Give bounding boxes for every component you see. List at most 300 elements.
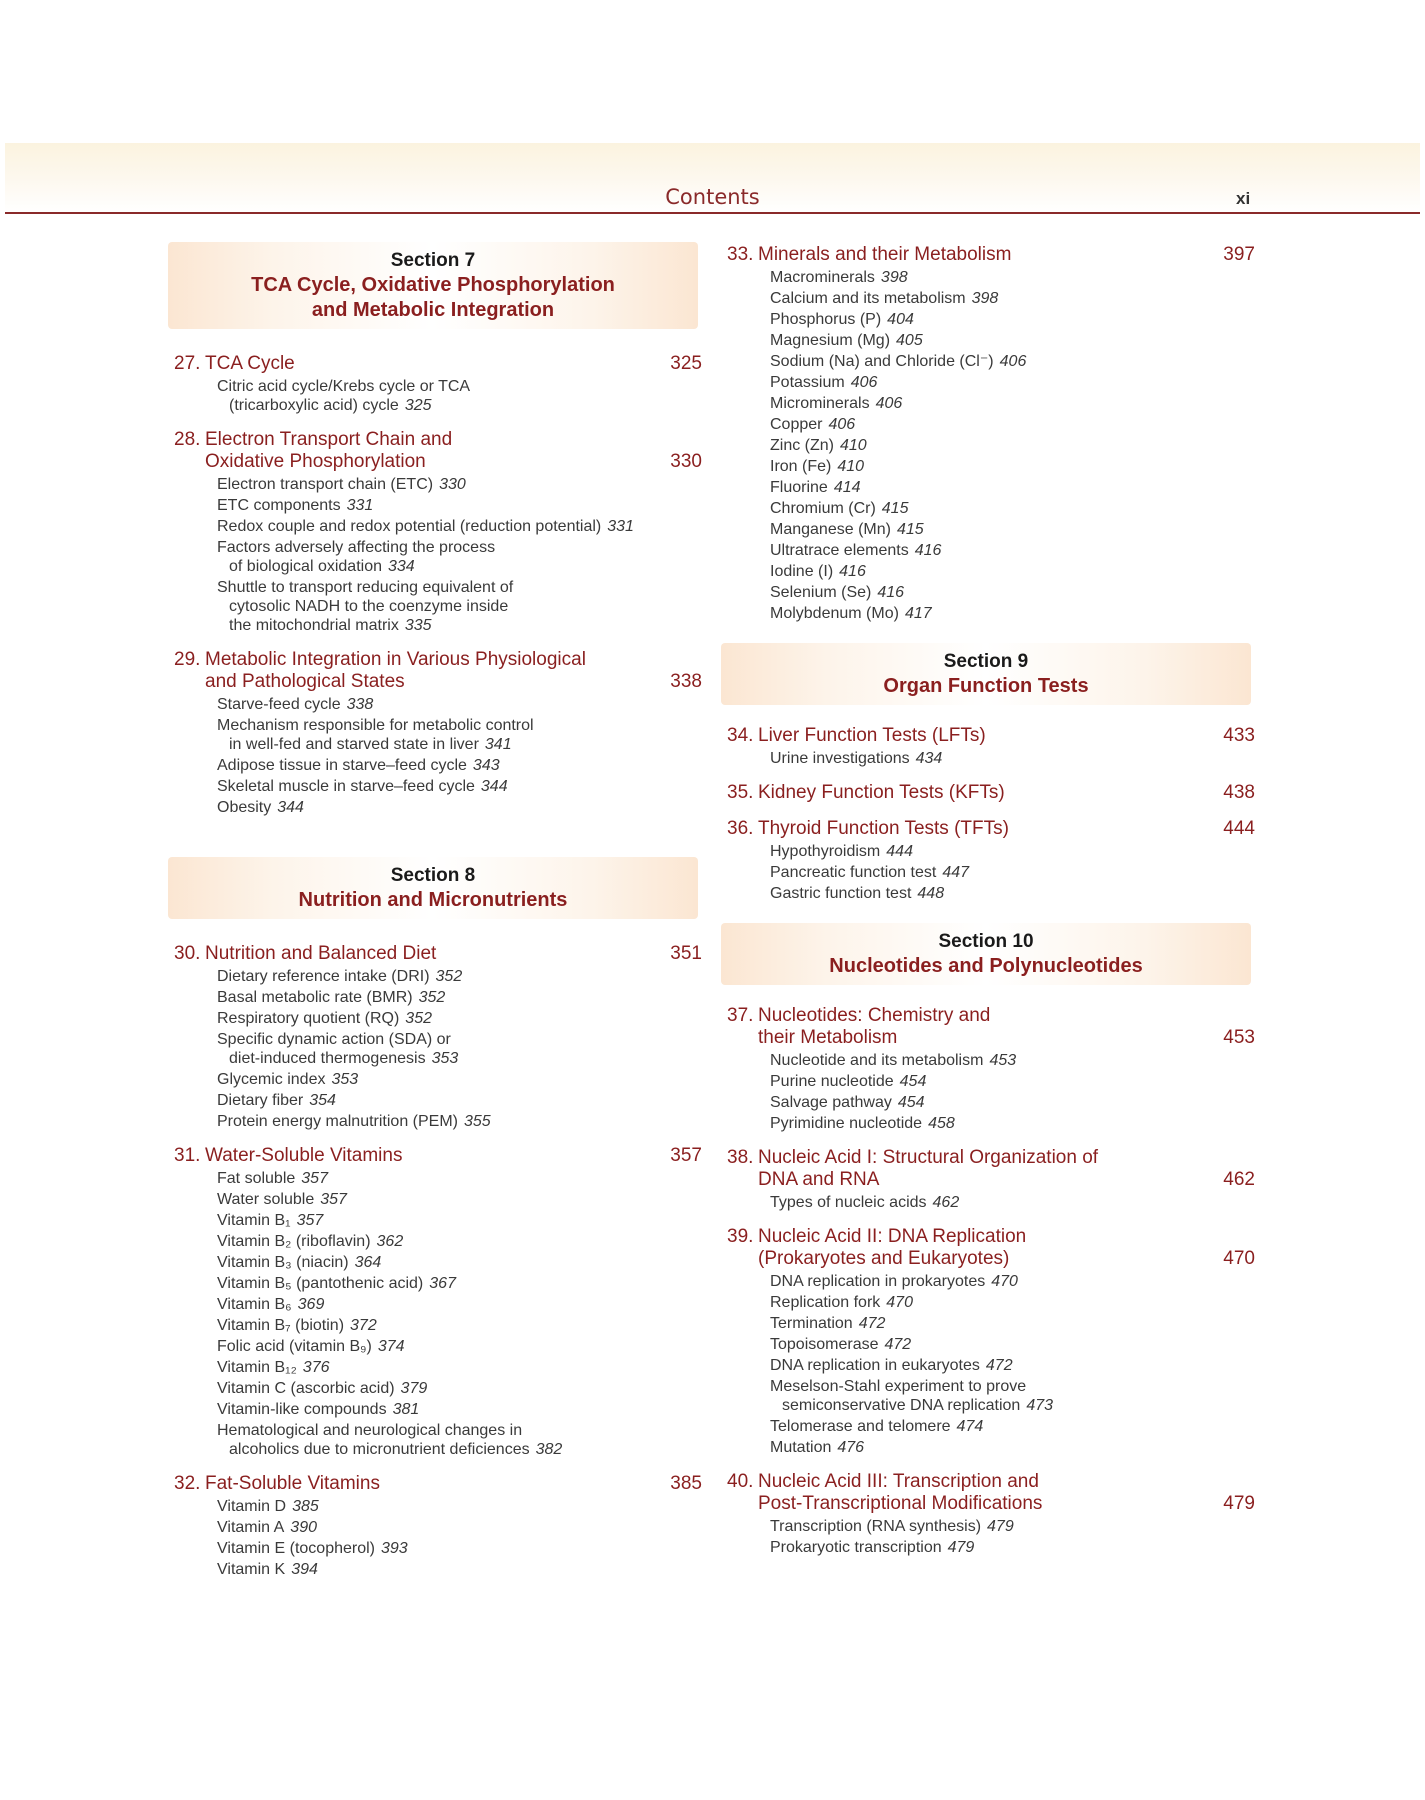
toc-entry[interactable]	[217, 1030, 702, 1068]
entry-continuation	[217, 597, 702, 635]
entry-text: Fat soluble	[217, 1170, 296, 1187]
toc-entry[interactable]	[217, 1400, 702, 1419]
entry-text: Hypothyroidism	[770, 843, 881, 860]
entry-text: Starve-feed cycle	[217, 696, 341, 713]
entry-page-number: 448	[917, 885, 945, 902]
chapter-page-number: 338	[670, 671, 702, 692]
entry-page-number: 353	[331, 1071, 359, 1088]
chapter-title[interactable]: Nucleotides: Chemistry and their Metabolism	[758, 1005, 991, 1048]
toc-entry[interactable]	[217, 1091, 702, 1110]
entry-list	[770, 1193, 1255, 1212]
toc-entry[interactable]	[770, 1538, 1255, 1557]
chapter-heading[interactable]	[717, 1005, 1255, 1049]
entry-text: Types of nucleic acids	[770, 1194, 927, 1211]
section-number: Section 7	[390, 250, 476, 271]
entry-page-number: 473	[1026, 1397, 1054, 1414]
chapter-number: 33.	[727, 244, 754, 265]
toc-entry[interactable]	[770, 1114, 1255, 1133]
entry-text: Copper	[770, 416, 823, 433]
chapter-page-number: 325	[670, 353, 702, 374]
entry-page-number: 334	[388, 558, 415, 575]
toc-entry[interactable]	[770, 457, 1255, 476]
entry-page-number: 476	[837, 1439, 865, 1456]
chapter-title[interactable]: Metabolic Integration in Various Physiological and Pathological States	[205, 649, 586, 692]
entry-text: Redox couple and redox potential (reduction potential)	[217, 518, 602, 535]
entry-page-number: 390	[290, 1519, 317, 1536]
entry-text: Factors adversely affecting the process	[217, 539, 496, 556]
entry-text: Microminerals	[770, 395, 870, 412]
entry-page-number: 415	[896, 521, 924, 538]
entry-text: Telomerase and telomere	[770, 1418, 951, 1435]
toc-entry[interactable]	[217, 1316, 702, 1335]
entry-text: Molybdenum (Mo)	[770, 605, 899, 622]
entry-list	[770, 1272, 1255, 1457]
toc-entry[interactable]	[217, 377, 702, 415]
entry-text: DNA replication in eukaryotes	[770, 1357, 980, 1374]
toc-entry[interactable]	[217, 517, 702, 536]
chapter-heading[interactable]	[164, 353, 702, 375]
entry-page-number: 398	[880, 269, 908, 286]
toc-entry[interactable]	[770, 478, 1255, 497]
entry-text: Sodium (Na) and Chloride (Cl⁻)	[770, 353, 994, 370]
entry-text: Water soluble	[217, 1191, 315, 1208]
chapter-number: 40.	[727, 1471, 754, 1492]
toc-entry[interactable]	[770, 289, 1255, 308]
entry-page-number: 479	[947, 1539, 975, 1556]
toc-entry[interactable]	[217, 798, 702, 817]
chapter-32[interactable]	[164, 1473, 702, 1579]
chapter-number: 34.	[727, 725, 754, 746]
toc-entry[interactable]	[770, 268, 1255, 287]
entry-page-number: 416	[839, 563, 866, 580]
entry-text: Selenium (Se)	[770, 584, 872, 601]
toc-entry[interactable]	[217, 756, 702, 775]
chapter-heading[interactable]	[164, 649, 702, 693]
chapter-page-number: 444	[1223, 818, 1255, 839]
entry-text: Vitamin K	[217, 1561, 286, 1578]
entry-text: Chromium (Cr)	[770, 500, 876, 517]
chapter-heading[interactable]	[717, 1147, 1255, 1191]
entry-text: Shuttle to transport reducing equivalent of	[217, 579, 514, 596]
entry-page-number: 474	[956, 1418, 984, 1435]
chapter-28[interactable]	[164, 429, 702, 635]
toc-entry[interactable]	[217, 538, 702, 576]
entry-page-number: 369	[297, 1296, 325, 1313]
entry-text: Vitamin B₁₂	[217, 1359, 297, 1376]
entry-text: Vitamin B₅ (pantothenic acid)	[217, 1275, 424, 1292]
entry-page-number: 479	[987, 1518, 1014, 1535]
toc-entry[interactable]	[770, 842, 1255, 861]
chapter-title[interactable]: Liver Function Tests (LFTs)	[758, 725, 986, 746]
entry-text: Vitamin B₂ (riboflavin)	[217, 1233, 371, 1250]
entry-page-number: 410	[837, 458, 865, 475]
entry-page-number: 406	[999, 353, 1027, 370]
entry-page-number: 352	[418, 989, 446, 1006]
toc-entry[interactable]	[770, 749, 1255, 768]
entry-page-number: 357	[301, 1170, 328, 1187]
chapter-27[interactable]	[164, 353, 702, 415]
entry-text: Ultratrace elements	[770, 542, 909, 559]
entry-text: Iodine (I)	[770, 563, 834, 580]
entry-page-number: 382	[535, 1441, 563, 1458]
toc-entry[interactable]	[217, 716, 702, 754]
entry-page-number: 376	[302, 1359, 330, 1376]
entry-text: Glycemic index	[217, 1071, 326, 1088]
entry-text: Vitamin C (ascorbic acid)	[217, 1380, 395, 1397]
chapter-number: 31.	[174, 1145, 201, 1166]
chapter-heading[interactable]	[164, 429, 702, 473]
toc-entry[interactable]	[217, 1232, 702, 1251]
toc-entry[interactable]	[770, 1272, 1255, 1291]
entry-text: Pyrimidine nucleotide	[770, 1115, 923, 1132]
entry-page-number: 472	[858, 1315, 886, 1332]
chapter-40[interactable]	[717, 1471, 1255, 1557]
section-number: Section 10	[938, 931, 1034, 952]
toc-entry[interactable]	[770, 1517, 1255, 1536]
entry-text: Vitamin B₇ (biotin)	[217, 1317, 345, 1334]
chapter-title[interactable]: Minerals and their Metabolism	[758, 244, 1012, 265]
toc-entry[interactable]	[770, 541, 1255, 560]
entry-continuation	[217, 557, 702, 576]
toc-entry[interactable]	[217, 1518, 702, 1537]
toc-entry[interactable]	[217, 1009, 702, 1028]
chapter-heading[interactable]	[717, 1471, 1255, 1515]
entry-page-number: 355	[463, 1113, 491, 1130]
entry-page-number: 470	[991, 1273, 1018, 1290]
entry-page-number: 343	[472, 757, 500, 774]
entry-text: Folic acid (vitamin B₉)	[217, 1338, 372, 1355]
chapter-number: 37.	[727, 1005, 754, 1026]
toc-entry[interactable]	[770, 1356, 1255, 1375]
entry-page-number: 458	[928, 1115, 955, 1132]
entry-page-number: 444	[886, 843, 913, 860]
entry-page-number: 393	[381, 1540, 408, 1557]
entry-text: Adipose tissue in starve–feed cycle	[217, 757, 467, 774]
entry-list	[770, 1051, 1255, 1133]
entry-text: Salvage pathway	[770, 1094, 892, 1111]
section-number: Section 8	[390, 865, 476, 886]
chapter-heading[interactable]	[717, 1226, 1255, 1270]
toc-entry[interactable]	[770, 562, 1255, 581]
toc-entry[interactable]	[770, 1314, 1255, 1333]
chapter-number: 39.	[727, 1226, 754, 1247]
entry-page-number: 331	[346, 497, 374, 514]
chapter-page-number: 479	[1223, 1493, 1255, 1514]
chapter-37[interactable]	[717, 1005, 1255, 1133]
entry-page-number: 353	[431, 1050, 459, 1067]
chapter-title[interactable]: Thyroid Function Tests (TFTs)	[758, 818, 1009, 839]
entry-text: Dietary fiber	[217, 1092, 304, 1109]
chapter-number: 27.	[174, 353, 201, 374]
toc-entry[interactable]	[770, 394, 1255, 413]
toc-entry[interactable]	[770, 604, 1255, 623]
entry-list	[217, 1169, 702, 1459]
chapter-29[interactable]	[164, 649, 702, 817]
chapter-heading[interactable]	[717, 818, 1255, 840]
entry-list	[770, 749, 1255, 768]
entry-text: Magnesium (Mg)	[770, 332, 891, 349]
entry-text: Macrominerals	[770, 269, 875, 286]
section-title: Nutrition and Micronutrients	[298, 889, 568, 911]
chapter-33[interactable]	[717, 244, 1255, 623]
entry-text: Vitamin B₃ (niacin)	[217, 1254, 349, 1271]
chapter-heading[interactable]	[717, 244, 1255, 266]
toc-entry[interactable]	[770, 331, 1255, 350]
toc-entry[interactable]	[217, 1274, 702, 1293]
chapter-title[interactable]: Electron Transport Chain and Oxidative Phosphorylation	[205, 429, 453, 472]
chapter-number: 30.	[174, 943, 201, 964]
entry-text: Mutation	[770, 1439, 832, 1456]
chapter-31[interactable]	[164, 1145, 702, 1459]
entry-list	[217, 475, 702, 635]
entry-page-number: 364	[354, 1254, 382, 1271]
entry-text: Urine investigations	[770, 750, 910, 767]
entry-text: Protein energy malnutrition (PEM)	[217, 1113, 458, 1130]
entry-text: Vitamin B₁	[217, 1212, 291, 1229]
chapter-title[interactable]: Kidney Function Tests (KFTs)	[758, 782, 1005, 803]
toc-entry[interactable]	[217, 988, 702, 1007]
toc-entry[interactable]	[217, 496, 702, 515]
entry-page-number: 374	[377, 1338, 405, 1355]
chapter-number: 35.	[727, 782, 754, 803]
entry-text: Termination	[770, 1315, 853, 1332]
toc-entry[interactable]	[217, 1190, 702, 1209]
header-rule	[5, 212, 1420, 214]
entry-page-number: 357	[320, 1191, 347, 1208]
entry-continuation-text: (tricarboxylic acid) cycle	[229, 397, 399, 414]
section-title: Organ Function Tests	[883, 675, 1089, 697]
chapter-page-number: 385	[670, 1473, 702, 1494]
toc-entry[interactable]	[770, 1093, 1255, 1112]
entry-text: Vitamin-like compounds	[217, 1401, 387, 1418]
entry-page-number: 405	[896, 332, 923, 349]
toc-entry[interactable]	[217, 1211, 702, 1230]
entry-page-number: 406	[850, 374, 878, 391]
toc-entry[interactable]	[770, 884, 1255, 903]
chapter-page-number: 433	[1223, 725, 1255, 746]
chapter-title[interactable]: TCA Cycle	[205, 353, 295, 374]
entry-text: ETC components	[217, 497, 341, 514]
toc-entry[interactable]	[770, 863, 1255, 882]
toc-entry[interactable]	[217, 1421, 702, 1459]
chapter-heading[interactable]	[164, 1473, 702, 1495]
section-9-banner	[721, 643, 1251, 705]
entry-text: Fluorine	[770, 479, 828, 496]
entry-text: Hematological and neurological changes in	[217, 1422, 523, 1439]
toc-entry[interactable]	[217, 1295, 702, 1314]
entry-page-number: 454	[897, 1094, 925, 1111]
entry-continuation-text: diet-induced thermogenesis	[229, 1050, 426, 1067]
entry-page-number: 385	[292, 1498, 319, 1515]
entry-page-number: 335	[404, 617, 432, 634]
toc-entry[interactable]	[770, 1072, 1255, 1091]
entry-text: Gastric function test	[770, 885, 912, 902]
entry-page-number: 417	[904, 605, 932, 622]
entry-text: Respiratory quotient (RQ)	[217, 1010, 400, 1027]
toc-entry[interactable]	[217, 1253, 702, 1272]
chapter-page-number: 397	[1223, 244, 1255, 265]
chapter-number: 32.	[174, 1473, 201, 1494]
entry-text: Calcium and its metabolism	[770, 290, 966, 307]
chapter-number: 29.	[174, 649, 201, 670]
toc-entry[interactable]	[770, 520, 1255, 539]
entry-page-number: 472	[985, 1357, 1013, 1374]
chapter-heading[interactable]	[164, 1145, 702, 1167]
entry-page-number: 344	[480, 778, 508, 795]
chapter-34[interactable]	[717, 725, 1255, 768]
entry-page-number: 372	[350, 1317, 377, 1334]
entry-text: Purine nucleotide	[770, 1073, 894, 1090]
toc-entry[interactable]	[217, 1379, 702, 1398]
section-title: TCA Cycle, Oxidative Phosphorylation and Metabolic Integration	[251, 274, 615, 321]
entry-text: Iron (Fe)	[770, 458, 832, 475]
chapter-title[interactable]: Nucleic Acid I: Structural Organization of DNA and RNA	[758, 1147, 1099, 1190]
toc-entry[interactable]	[770, 1193, 1255, 1212]
entry-text: Nucleotide and its metabolism	[770, 1052, 984, 1069]
entry-text: Meselson-Stahl experiment to prove	[770, 1378, 1027, 1395]
entry-page-number: 447	[942, 864, 970, 881]
toc-entry[interactable]	[217, 1539, 702, 1558]
entry-list	[770, 1517, 1255, 1557]
toc-entry[interactable]	[770, 1051, 1255, 1070]
toc-entry[interactable]	[770, 1417, 1255, 1436]
entry-continuation-text: alcoholics due to micronutrient deficiences	[229, 1441, 530, 1458]
chapter-title[interactable]: Nucleic Acid II: DNA Replication (Prokaryotes and Eukaryotes)	[758, 1226, 1027, 1269]
chapter-heading[interactable]	[717, 725, 1255, 747]
entry-page-number: 453	[989, 1052, 1017, 1069]
entry-text: Citric acid cycle/Krebs cycle or TCA	[217, 378, 471, 395]
entry-page-number: 404	[887, 311, 914, 328]
entry-continuation	[217, 1440, 702, 1459]
entry-page-number: 362	[376, 1233, 404, 1250]
section-10-banner	[721, 923, 1251, 985]
toc-entry[interactable]	[217, 1337, 702, 1356]
chapter-heading[interactable]	[717, 782, 1255, 804]
entry-page-number: 410	[840, 437, 867, 454]
toc-entry[interactable]	[770, 1293, 1255, 1312]
toc-entry[interactable]	[217, 1497, 702, 1516]
toc-entry[interactable]	[217, 475, 702, 494]
entry-page-number: 357	[296, 1212, 324, 1229]
entry-text: DNA replication in prokaryotes	[770, 1273, 986, 1290]
entry-page-number: 381	[392, 1401, 420, 1418]
chapter-page-number: 330	[670, 451, 702, 472]
entry-page-number: 352	[405, 1010, 432, 1027]
entry-text: Phosphorus (P)	[770, 311, 882, 328]
toc-entry[interactable]	[217, 1358, 702, 1377]
toc-entry[interactable]	[770, 373, 1255, 392]
toc-entry[interactable]	[217, 695, 702, 714]
chapter-heading[interactable]	[164, 943, 702, 965]
entry-text: Potassium	[770, 374, 845, 391]
chapter-38[interactable]	[717, 1147, 1255, 1212]
toc-entry[interactable]	[770, 583, 1255, 602]
chapter-title[interactable]: Nucleic Acid III: Transcription and Post-Transcriptional Modifications	[758, 1471, 1043, 1514]
right-column	[717, 242, 1255, 1557]
entry-page-number: 415	[881, 500, 909, 517]
toc-entry[interactable]	[217, 1560, 702, 1579]
entry-continuation	[217, 735, 702, 754]
toc-entry[interactable]	[770, 1335, 1255, 1354]
entry-text: Basal metabolic rate (BMR)	[217, 989, 413, 1006]
chapter-page-number: 470	[1223, 1248, 1255, 1269]
entry-text: Zinc (Zn)	[770, 437, 834, 454]
entry-page-number: 394	[291, 1561, 318, 1578]
entry-page-number: 367	[429, 1275, 456, 1292]
entry-page-number: 325	[404, 397, 432, 414]
entry-list	[217, 377, 702, 415]
entry-page-number: 398	[971, 290, 999, 307]
left-column	[164, 242, 702, 1579]
entry-page-number: 406	[875, 395, 903, 412]
chapter-page-number: 462	[1223, 1169, 1255, 1190]
toc-entry[interactable]	[217, 1070, 702, 1089]
entry-text: Pancreatic function test	[770, 864, 937, 881]
toc-entry[interactable]	[217, 1112, 702, 1131]
entry-text: Vitamin B₆	[217, 1296, 292, 1313]
chapter-36[interactable]	[717, 818, 1255, 903]
entry-continuation-text: semiconservative DNA replication	[782, 1397, 1021, 1414]
entry-text: Topoisomerase	[770, 1336, 879, 1353]
toc-entry[interactable]	[770, 415, 1255, 434]
toc-entry[interactable]	[770, 436, 1255, 455]
toc-entry[interactable]	[770, 352, 1255, 371]
entry-page-number: 434	[915, 750, 943, 767]
entry-text: Replication fork	[770, 1294, 881, 1311]
entry-list	[217, 1497, 702, 1579]
chapter-35[interactable]	[717, 782, 1255, 804]
entry-page-number: 338	[346, 696, 374, 713]
chapter-30[interactable]	[164, 943, 702, 1131]
entry-page-number: 416	[914, 542, 942, 559]
entry-text: Vitamin E (tocopherol)	[217, 1540, 375, 1557]
chapter-number: 28.	[174, 429, 201, 450]
entry-list	[217, 695, 702, 817]
toc-entry[interactable]	[770, 1438, 1255, 1457]
chapter-title[interactable]: Nutrition and Balanced Diet	[205, 943, 437, 964]
entry-page-number: 352	[435, 968, 463, 985]
entry-page-number: 414	[833, 479, 861, 496]
toc-entry[interactable]	[217, 578, 702, 635]
entry-page-number: 344	[277, 799, 304, 816]
chapter-page-number: 453	[1223, 1027, 1255, 1048]
chapter-39[interactable]	[717, 1226, 1255, 1457]
toc-entry[interactable]	[217, 777, 702, 796]
entry-continuation	[217, 396, 702, 415]
entry-text: Skeletal muscle in starve–feed cycle	[217, 778, 475, 795]
entry-page-number: 470	[886, 1294, 913, 1311]
chapter-number: 36.	[727, 818, 754, 839]
chapter-title[interactable]: Water-Soluble Vitamins	[205, 1145, 403, 1166]
entry-list	[217, 967, 702, 1131]
section-7-banner	[168, 242, 698, 329]
entry-text: Electron transport chain (ETC)	[217, 476, 434, 493]
entry-text: Mechanism responsible for metabolic control	[217, 717, 534, 734]
chapter-page-number: 438	[1223, 782, 1255, 803]
entry-page-number: 406	[828, 416, 856, 433]
toc-entry[interactable]	[217, 1169, 702, 1188]
chapter-title[interactable]: Fat-Soluble Vitamins	[205, 1473, 380, 1494]
entry-page-number: 379	[400, 1380, 428, 1397]
entry-text: Dietary reference intake (DRI)	[217, 968, 430, 985]
entry-continuation	[770, 1396, 1255, 1415]
toc-entry[interactable]	[770, 1377, 1255, 1415]
toc-entry[interactable]	[217, 967, 702, 986]
entry-page-number: 330	[439, 476, 466, 493]
toc-entry[interactable]	[770, 310, 1255, 329]
chapter-number: 38.	[727, 1147, 754, 1168]
toc-entry[interactable]	[770, 499, 1255, 518]
